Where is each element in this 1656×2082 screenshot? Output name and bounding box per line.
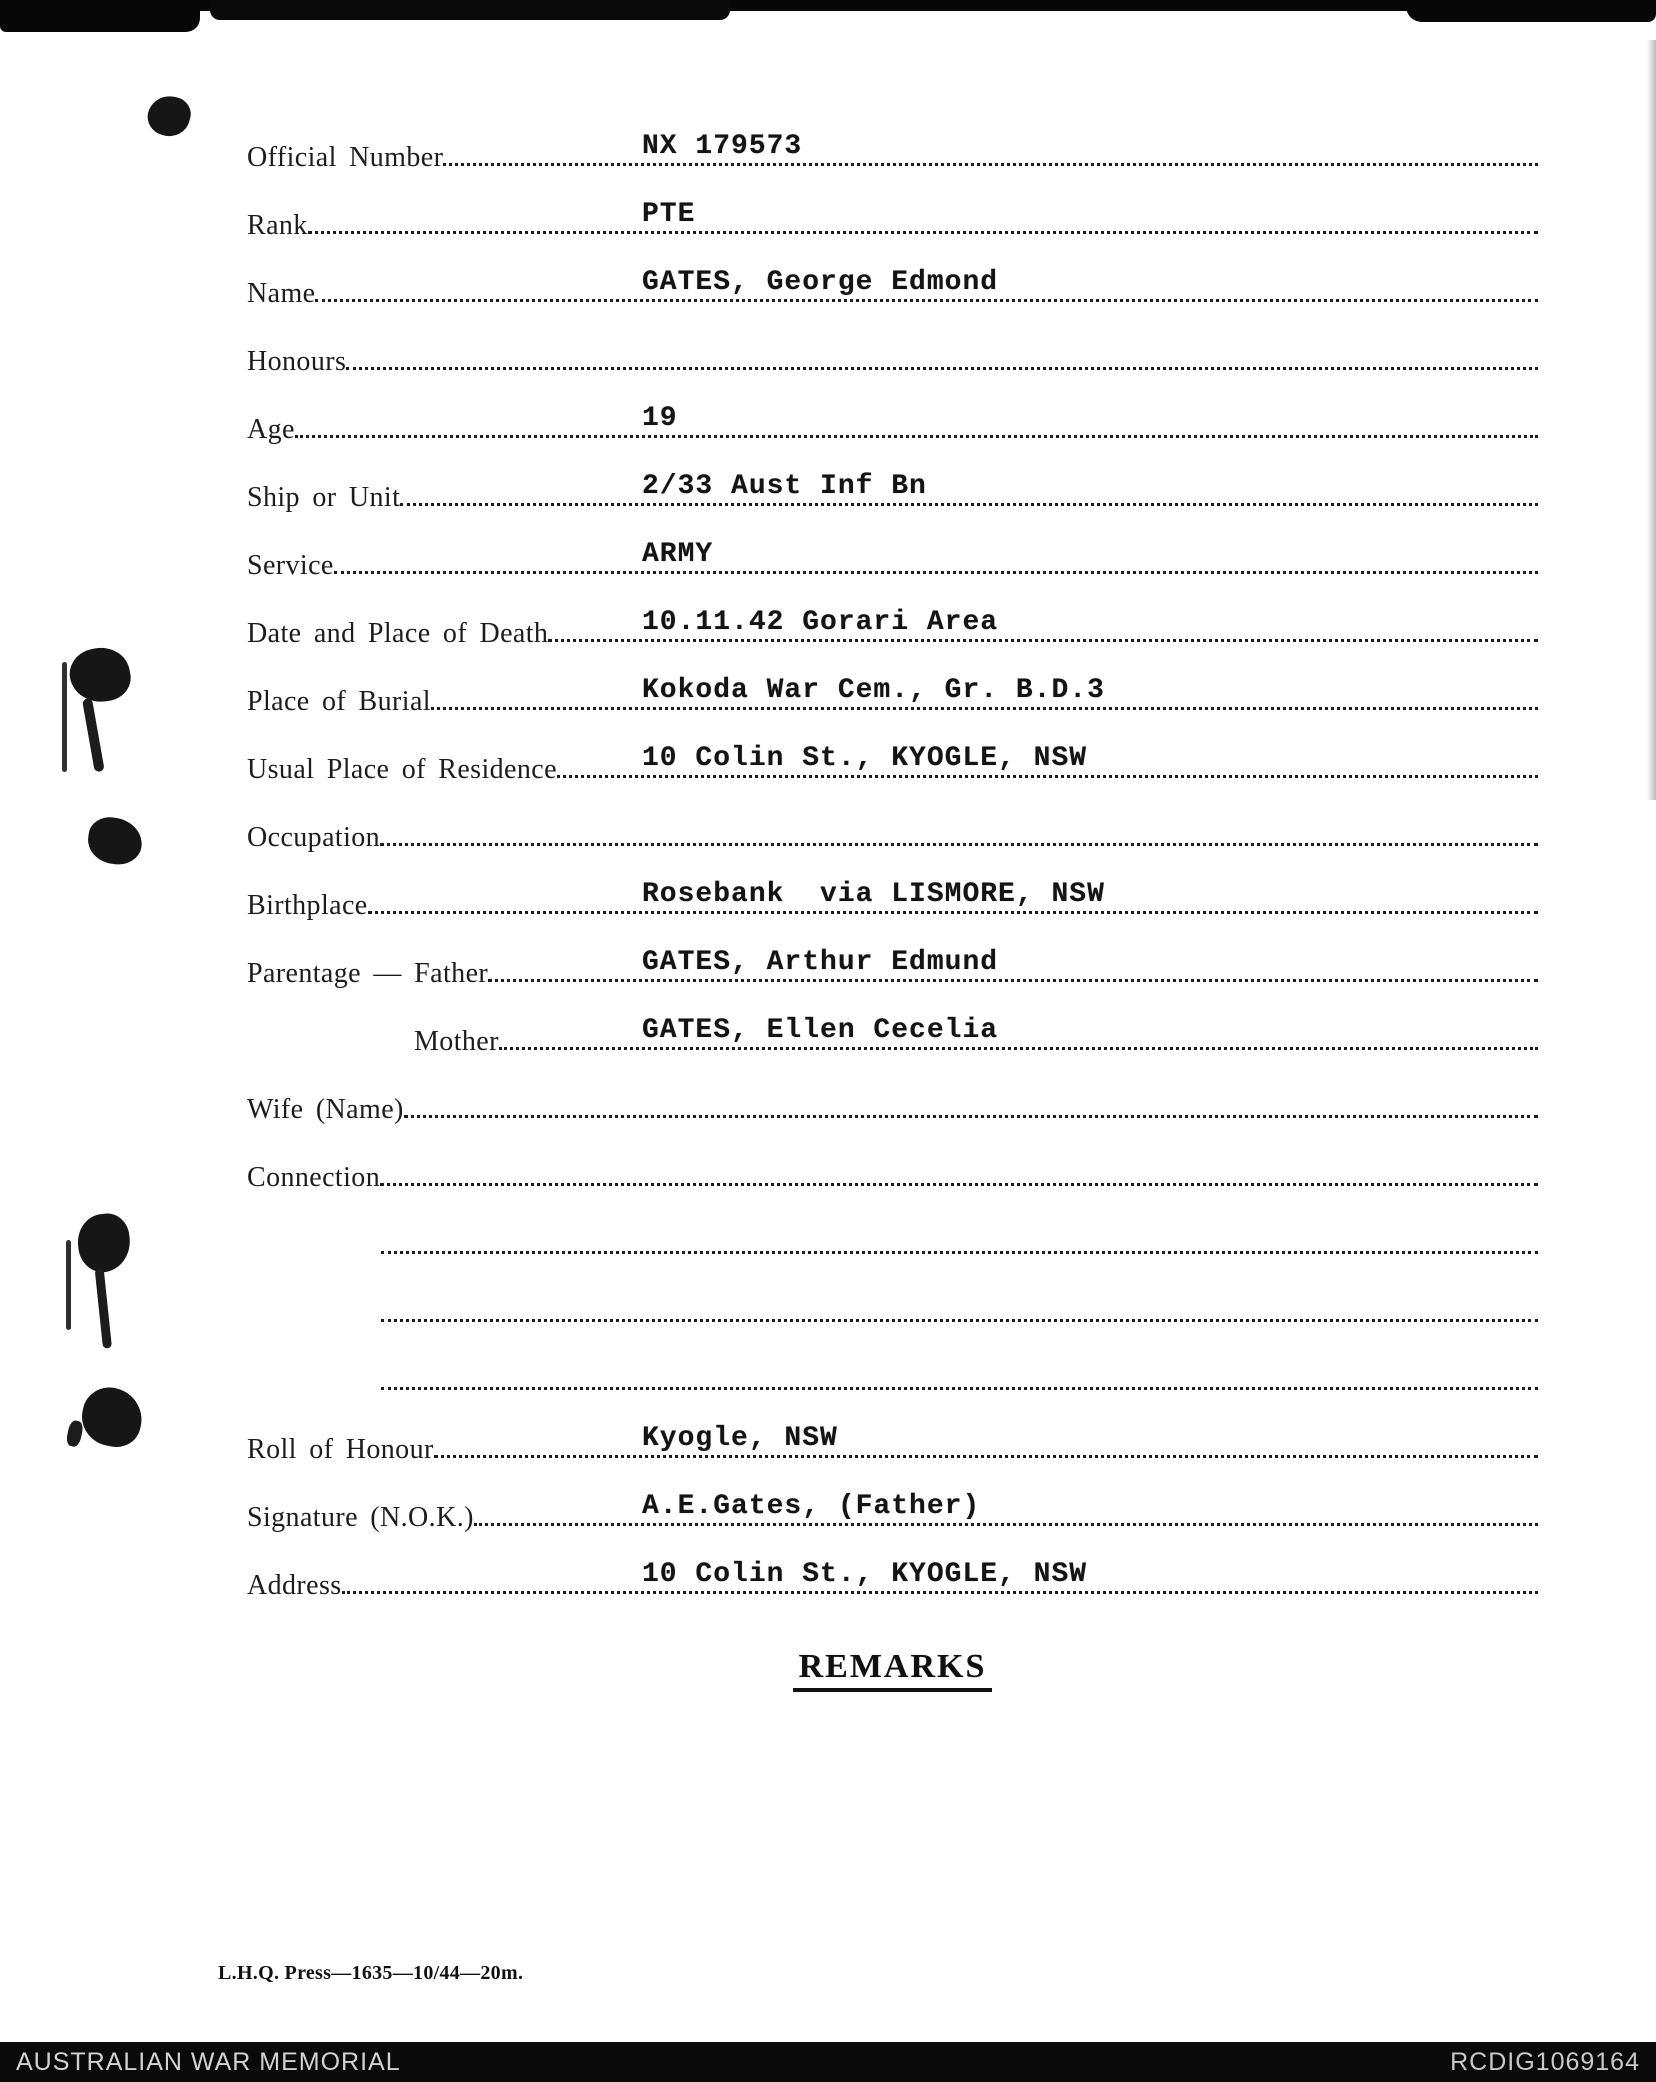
form-field-row xyxy=(247,512,1538,580)
field-label: Ship or Unit xyxy=(247,481,401,513)
form-field-row xyxy=(247,104,1538,172)
form-field-row xyxy=(247,920,1538,988)
field-value: 10 Colin St., KYOGLE, NSW xyxy=(642,743,1088,774)
form-field-row xyxy=(247,1396,1538,1464)
digitisation-footer-bar xyxy=(0,2042,1656,2082)
dotted-leader xyxy=(381,1251,1538,1254)
dotted-leader xyxy=(431,707,1538,710)
dotted-leader xyxy=(346,367,1538,370)
scan-smudge xyxy=(75,1211,133,1274)
scan-top-edge-smudge xyxy=(210,0,730,20)
dotted-leader xyxy=(380,843,1538,846)
field-label: Mother xyxy=(414,1025,499,1057)
scan-binding-mark xyxy=(62,662,67,772)
field-label: Occupation xyxy=(247,821,381,853)
form-field-row xyxy=(247,716,1538,784)
form-field-row xyxy=(247,1124,1538,1192)
scan-smudge xyxy=(66,643,134,707)
dotted-leader xyxy=(400,503,1538,506)
dotted-leader xyxy=(295,435,1538,438)
dotted-leader xyxy=(368,911,1538,914)
field-value: ARMY xyxy=(642,539,714,570)
scan-smudge xyxy=(144,91,195,141)
form-field-row xyxy=(247,1532,1538,1600)
dotted-leader xyxy=(488,979,1538,982)
scan-smudge xyxy=(85,814,145,867)
form-field-row xyxy=(247,172,1538,240)
dotted-leader xyxy=(548,639,1538,642)
form-field-row xyxy=(247,240,1538,308)
field-label: Age xyxy=(247,413,295,445)
field-label: Name xyxy=(247,277,316,309)
dotted-leader xyxy=(381,1387,1538,1390)
field-label: Date and Place of Death xyxy=(247,617,549,649)
field-label: Address xyxy=(247,1569,342,1601)
field-label: Wife (Name) xyxy=(247,1093,404,1125)
field-label: Place of Burial xyxy=(247,685,431,717)
dotted-leader xyxy=(342,1591,1538,1594)
form-field-row xyxy=(247,1464,1538,1532)
dotted-leader xyxy=(334,571,1538,574)
form-field-row xyxy=(247,988,1538,1056)
dotted-leader xyxy=(308,231,1538,234)
field-label: Official Number xyxy=(247,141,444,173)
scan-binding-mark xyxy=(66,1240,71,1330)
field-value: 10.11.42 Gorari Area xyxy=(642,607,999,638)
form-field-row xyxy=(247,1328,1538,1396)
form-field-row xyxy=(247,1056,1538,1124)
field-label: Roll of Honour xyxy=(247,1433,434,1465)
dotted-leader xyxy=(434,1455,1538,1458)
field-value: Rosebank via LISMORE, NSW xyxy=(642,879,1105,910)
field-value: Kokoda War Cem., Gr. B.D.3 xyxy=(642,675,1105,706)
form-field-row xyxy=(247,1260,1538,1328)
field-value: A.E.Gates, (Father) xyxy=(642,1491,981,1522)
field-value: 19 xyxy=(642,403,678,434)
field-label: Signature (N.O.K.) xyxy=(247,1501,474,1533)
dotted-leader xyxy=(315,299,1538,302)
form-field-row xyxy=(247,852,1538,920)
field-value: 2/33 Aust Inf Bn xyxy=(642,471,927,502)
form-field-row xyxy=(247,580,1538,648)
form-field-row xyxy=(247,308,1538,376)
form-field-row xyxy=(247,1192,1538,1260)
dotted-leader xyxy=(380,1183,1538,1186)
field-value: GATES, Arthur Edmund xyxy=(642,947,999,978)
remarks-section xyxy=(247,1648,1538,1686)
dotted-leader xyxy=(557,775,1538,778)
scan-right-edge-shade xyxy=(1647,40,1656,800)
field-label: Parentage — Father xyxy=(247,957,489,989)
dotted-leader xyxy=(404,1115,1538,1118)
field-label: Usual Place of Residence xyxy=(247,753,557,785)
record-id-label: RCDIG1069164 xyxy=(1450,2047,1640,2076)
form-fields xyxy=(247,104,1538,1600)
dotted-leader xyxy=(381,1319,1538,1322)
dotted-leader xyxy=(443,163,1538,166)
field-value: 10 Colin St., KYOGLE, NSW xyxy=(642,1559,1088,1590)
dotted-leader xyxy=(499,1047,1538,1050)
field-value: GATES, George Edmond xyxy=(642,267,999,298)
field-label: Honours xyxy=(247,345,347,377)
remarks-heading: REMARKS xyxy=(793,1648,993,1692)
form-field-row xyxy=(247,444,1538,512)
printer-imprint: L.H.Q. Press—1635—10/44—20m. xyxy=(218,1962,524,1984)
field-value: GATES, Ellen Cecelia xyxy=(642,1015,999,1046)
scan-smudge xyxy=(77,1382,148,1451)
field-value: Kyogle, NSW xyxy=(642,1423,838,1454)
field-label: Birthplace xyxy=(247,889,368,921)
form-field-row xyxy=(247,648,1538,716)
form-field-row xyxy=(247,376,1538,444)
field-label: Service xyxy=(247,549,334,581)
field-value: PTE xyxy=(642,199,696,230)
form-field-row xyxy=(247,784,1538,852)
archive-name-label: AUSTRALIAN WAR MEMORIAL xyxy=(16,2047,401,2076)
field-label: Rank xyxy=(247,209,308,241)
field-label: Connection xyxy=(247,1161,381,1193)
field-value: NX 179573 xyxy=(642,131,803,162)
dotted-leader xyxy=(474,1523,1538,1526)
